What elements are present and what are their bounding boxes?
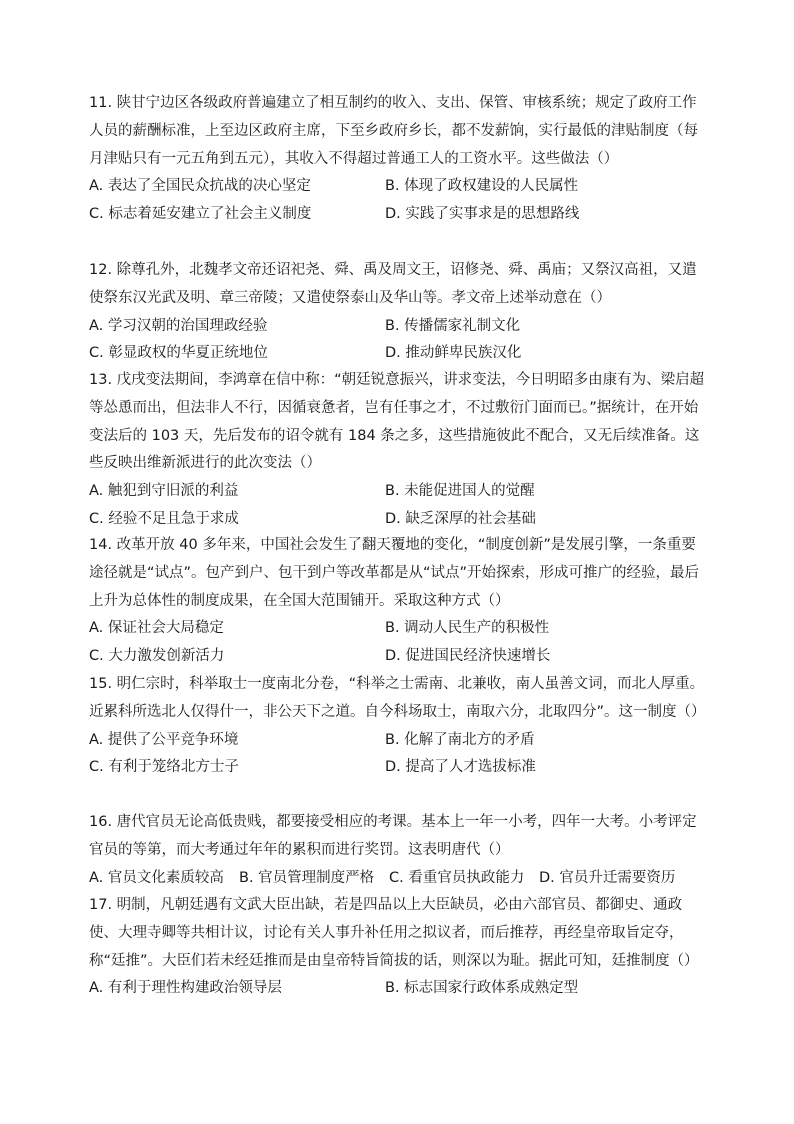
question-16	[89, 809, 709, 892]
option-b: B. 官员管理制度严格	[239, 869, 375, 886]
option-c: C. 标志着延安建立了社会主义制度	[89, 206, 312, 223]
option-d: D. 官员升迁需要资历	[539, 869, 676, 886]
option-d: D. 实践了实事求是的思想路线	[385, 206, 580, 223]
option-d: D. 促进国民经济快速增长	[385, 648, 551, 665]
option-b: B. 体现了政权建设的人民属性	[385, 178, 579, 195]
option-a: A. 官员文化素质较高	[89, 869, 224, 886]
option-a: A. 触犯到守旧派的利益	[89, 483, 239, 500]
option-a: A. 提供了公平竞争环境	[89, 731, 239, 748]
option-b: B. 化解了南北方的矛盾	[385, 731, 535, 748]
question-11	[89, 90, 709, 229]
question-17	[89, 892, 709, 1003]
option-a: A. 学习汉朝的治国理政经验	[89, 317, 268, 334]
question-stem: 11. 陕甘宁边区各级政府普遍建立了相互制约的收入、支出、保管、审核系统；规定了政府工作人员的薪酬标准，上至边区政府主席，下至乡政府乡长，都不发薪饷，实行最低的津贴制度（每月津贴只有一元五角到五元），其收入不得超过普通工人的工资水平。这些做法（）	[89, 95, 698, 167]
option-d: D. 提高了人才选拔标准	[385, 759, 536, 776]
question-stem: 13. 戊戌变法期间，李鸿章在信中称：“朝廷锐意振兴，讲求变法，今日明昭多由康有为、梁启超等怂恿而出，但法非人不行，因循衰惫者，岂有任事之才，不过敷衍门面而已。”据统计，在开始变法后的 103 天，先后发布的诏令就有 184 条之多，这些措施彼此不配合，又无后续准备。这些反映出维新派进行的此次变法（）	[89, 372, 705, 472]
option-a: A. 有利于理性构建政治领导层	[89, 980, 282, 997]
options	[89, 478, 709, 534]
option-b: B. 未能促进国人的觉醒	[385, 483, 535, 500]
option-a: A. 保证社会大局稳定	[89, 620, 224, 637]
option-b: B. 调动人民生产的积极性	[385, 620, 550, 637]
option-b: B. 传播儒家礼制文化	[385, 317, 521, 334]
question-stem: 17. 明制，凡朝廷遇有文武大臣出缺，若是四品以上大臣缺员，必由六部官员、都御史、通政使、大理寺卿等共相计议，讨论有关人事升补任用之拟议者，而后推荐，再经皇帝取旨定夺，称“廷推”。大臣们若未经廷推而是由皇帝特旨简拔的话，则深以为耻。据此可知，廷推制度（）	[89, 897, 699, 969]
question-stem: 12. 除尊孔外，北魏孝文帝还诏祀尧、舜、禹及周文王，诏修尧、舜、禹庙；又祭汉高祖，又遣使祭东汉光武及明、章三帝陵；又遣使祭泰山及华山等。孝文帝上述举动意在（）	[89, 262, 697, 306]
options	[89, 173, 709, 229]
question-stem: 16. 唐代官员无论高低贵贱，都要接受相应的考课。基本上一年一小考，四年一大考。小考评定官员的等第，而大考通过年年的累积而进行奖罚。这表明唐代（）	[89, 814, 697, 858]
question-12	[89, 257, 709, 368]
option-c: C. 经验不足且急于求成	[89, 510, 239, 527]
options	[89, 313, 709, 369]
question-stem: 15. 明仁宗时，科举取士一度南北分卷，“科举之士需南、北兼收，南人虽善文词，而北人厚重。近累科所选北人仅得什一，非公天下之道。自今科场取士，南取六分，北取四分”。这一制度（）	[89, 676, 706, 720]
option-c: C. 彰显政权的华夏正统地位	[89, 345, 268, 362]
options	[89, 727, 709, 783]
question-15	[89, 671, 709, 782]
options	[89, 975, 709, 1003]
question-stem: 14. 改革开放 40 多年来，中国社会发生了翻天覆地的变化，“制度创新”是发展引擎，一条重要途径就是“试点”。包产到户、包干到户等改革都是从“试点”开始探索，形成可推广的经验，最后上升为总体性的制度成果，在全国大范围铺开。采取这种方式（）	[89, 537, 700, 609]
option-d: D. 推动鲜卑民族汉化	[385, 345, 522, 362]
question-14	[89, 532, 709, 671]
options	[89, 865, 709, 893]
option-c: C. 有利于笼络北方士子	[89, 759, 239, 776]
option-b: B. 标志国家行政体系成熟定型	[385, 980, 579, 997]
option-c: C. 大力激发创新活力	[89, 648, 225, 665]
option-c: C. 看重官员执政能力	[389, 869, 525, 886]
options	[89, 615, 709, 671]
option-a: A. 表达了全国民众抗战的决心坚定	[89, 178, 311, 195]
option-d: D. 缺乏深厚的社会基础	[385, 510, 536, 527]
question-13	[89, 367, 709, 534]
